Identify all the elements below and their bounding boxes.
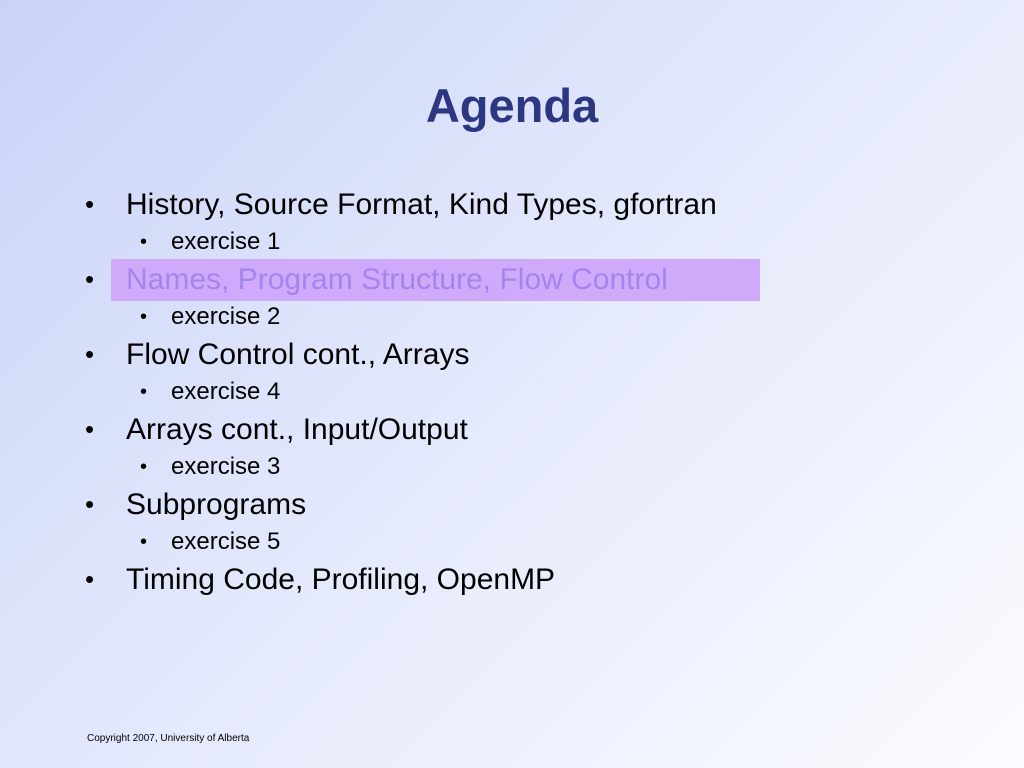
agenda-subitem-label: exercise 1 bbox=[171, 228, 281, 255]
bullet-icon: • bbox=[85, 489, 95, 519]
agenda-item-label: Arrays cont., Input/Output bbox=[126, 413, 468, 446]
slide-title: Agenda bbox=[425, 79, 599, 132]
bullet-icon: • bbox=[140, 456, 148, 478]
agenda-subitem-label: exercise 4 bbox=[171, 378, 281, 405]
bullet-icon: • bbox=[85, 339, 95, 369]
bullet-icon: • bbox=[85, 189, 95, 219]
agenda-subitem-label: exercise 3 bbox=[171, 453, 281, 480]
bullet-icon: • bbox=[85, 264, 95, 294]
agenda-subitem-label: exercise 5 bbox=[171, 528, 281, 555]
agenda-item-label: History, Source Format, Kind Types, gfortran bbox=[126, 188, 717, 221]
bullet-icon: • bbox=[140, 306, 148, 328]
bullet-icon: • bbox=[140, 381, 148, 403]
bullet-icon: • bbox=[85, 564, 95, 594]
agenda-item-label: Subprograms bbox=[126, 488, 307, 521]
bullet-icon: • bbox=[85, 414, 95, 444]
agenda-item-label: Timing Code, Profiling, OpenMP bbox=[126, 563, 556, 596]
bullet-icon: • bbox=[140, 231, 148, 253]
copyright-footer: Copyright 2007, University of Alberta bbox=[87, 733, 250, 744]
agenda-item-label: Names, Program Structure, Flow Control bbox=[126, 263, 668, 296]
bullet-icon: • bbox=[140, 531, 148, 553]
agenda-subitem-label: exercise 2 bbox=[171, 303, 281, 330]
agenda-item-label: Flow Control cont., Arrays bbox=[126, 338, 470, 371]
